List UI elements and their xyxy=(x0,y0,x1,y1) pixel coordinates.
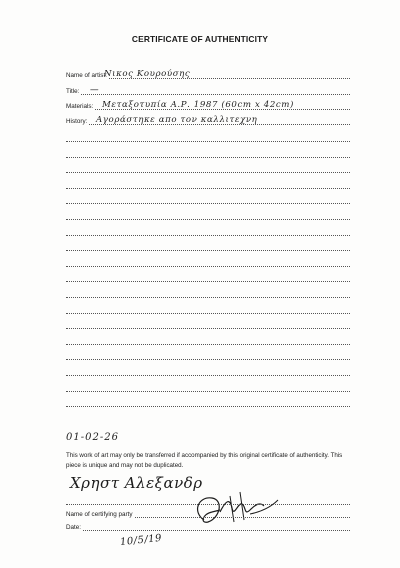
blank-line xyxy=(66,344,350,345)
date-label: Date: xyxy=(66,524,82,531)
history-label: History: xyxy=(66,118,88,125)
title-field xyxy=(66,84,350,96)
blank-line xyxy=(66,281,350,282)
blank-line xyxy=(66,313,350,314)
title-value: — xyxy=(90,85,100,95)
blank-line xyxy=(66,391,350,392)
date-line xyxy=(66,530,350,531)
handwritten-date: 01-02-26 xyxy=(66,432,119,443)
blank-line xyxy=(66,328,350,329)
artist-field xyxy=(66,68,350,80)
blank-line xyxy=(66,406,350,407)
signature-line xyxy=(66,494,350,506)
certificate-title: CERTIFICATE OF AUTHENTICITY xyxy=(131,34,269,44)
blank-line xyxy=(66,172,350,173)
certifying-party-field xyxy=(66,507,350,519)
materials-field xyxy=(66,99,350,111)
history-value: Αγοράστηκε απο τον καλλιτεχνη xyxy=(96,115,258,125)
blank-line xyxy=(66,203,350,204)
artist-label: Name of artist: xyxy=(66,72,107,79)
certifying-party-label: Name of certifying party xyxy=(66,511,133,518)
blank-line xyxy=(66,359,350,360)
blank-line xyxy=(66,375,350,376)
history-field xyxy=(66,114,350,126)
authenticity-notice: This work of art may only be transferred if accompanied by this original certificate of authenticity. This piece is unique and may not be duplicated. xyxy=(66,452,343,469)
blank-line xyxy=(66,297,350,298)
blank-line xyxy=(66,250,350,251)
blank-line xyxy=(66,157,350,158)
handwritten-signatory-name: Χρηστ Αλεξανδρ xyxy=(70,474,203,492)
blank-line xyxy=(66,266,350,267)
handwritten-signature-date: 10/5/19 xyxy=(119,532,163,549)
materials-value: Μεταξοτυπία Α.Ρ. 1987 (60cm x 42cm) xyxy=(102,100,295,110)
materials-label: Materials: xyxy=(66,103,94,110)
date-field xyxy=(66,520,350,532)
blank-line xyxy=(66,141,350,142)
title-label: Title: xyxy=(66,88,80,95)
title-line xyxy=(66,94,350,95)
signature-dots xyxy=(66,504,350,505)
blank-line xyxy=(66,235,350,236)
blank-line xyxy=(66,219,350,220)
blank-line xyxy=(66,188,350,189)
artist-value: Νικος Κουρούσης xyxy=(104,69,191,79)
